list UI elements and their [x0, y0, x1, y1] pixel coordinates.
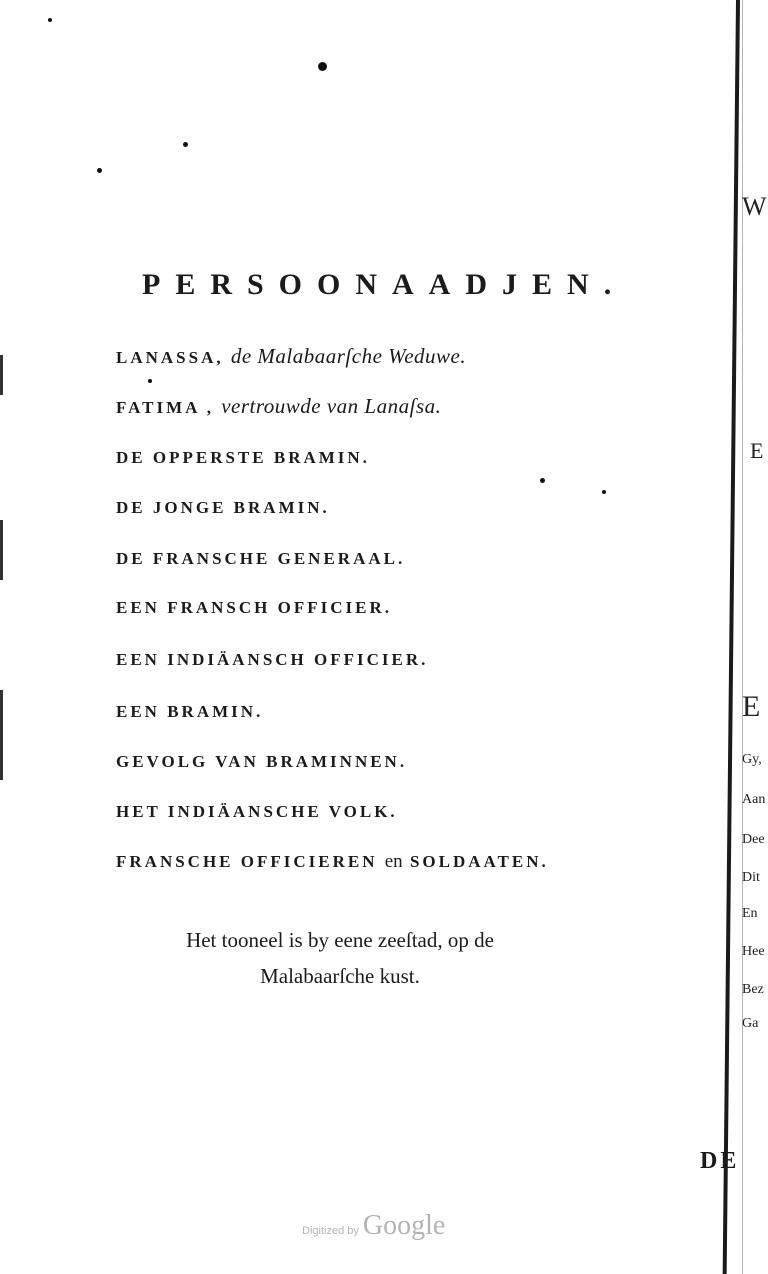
role-name-tail: SOLDAATEN.	[409, 852, 549, 871]
watermark-prefix: Digitized by	[302, 1225, 359, 1237]
facing-page-text: Hee	[742, 944, 765, 959]
role-name: EEN FRANSCH OFFICIER.	[116, 598, 392, 617]
role-item	[116, 394, 441, 419]
role-name: DE OPPERSTE BRAMIN.	[116, 448, 370, 467]
ink-speck	[602, 490, 606, 494]
role-name: GEVOLG VAN BRAMINNEN.	[116, 752, 408, 771]
page-edge-mark	[0, 520, 3, 580]
role-item	[116, 650, 428, 670]
facing-page-text: E	[742, 690, 761, 723]
google-logo-text: Google	[362, 1210, 446, 1241]
role-description: vertrouwde van Lanaſsa.	[221, 394, 442, 418]
role-connector: en	[384, 851, 403, 872]
role-item	[116, 344, 466, 369]
facing-page-text: Gy,	[742, 752, 762, 767]
role-item	[116, 598, 392, 618]
facing-page-text: Bez	[742, 982, 764, 997]
page-edge-mark	[0, 355, 3, 395]
binding-gutter	[723, 0, 740, 1274]
role-item	[116, 498, 330, 518]
role-name: FRANSCHE OFFICIEREN	[116, 852, 378, 871]
ink-speck	[97, 168, 102, 173]
facing-page-text: En	[742, 906, 758, 921]
ink-speck	[148, 379, 152, 383]
ink-speck	[540, 478, 545, 483]
role-name: FATIMA ,	[116, 398, 214, 417]
facing-page-text: Aan	[742, 792, 766, 807]
role-item	[116, 851, 549, 873]
role-item	[116, 702, 263, 722]
role-name: HET INDIÄANSCHE VOLK.	[116, 802, 398, 821]
digitization-watermark	[302, 1210, 445, 1242]
setting-note-line: Malabaarſche kust.	[260, 964, 420, 988]
role-item	[116, 802, 398, 822]
setting-note	[160, 922, 520, 994]
page-title: PERSOONAADJEN.	[142, 268, 627, 301]
role-item	[116, 549, 405, 569]
catchword: DE	[700, 1148, 740, 1174]
role-name: EEN INDIÄANSCH OFFICIER.	[116, 650, 429, 669]
role-name: DE FRANSCHE GENERAAL.	[116, 549, 406, 568]
role-name: DE JONGE BRAMIN.	[116, 498, 330, 517]
role-item	[116, 752, 407, 772]
facing-page-text: Ga	[742, 1016, 759, 1031]
role-name: EEN BRAMIN.	[116, 702, 264, 721]
role-item	[116, 448, 370, 468]
facing-page-text: W	[742, 192, 767, 221]
role-description: de Malabaarſche Weduwe.	[230, 344, 467, 368]
facing-page-text: Dit	[742, 870, 760, 885]
facing-page-text: E	[750, 438, 764, 463]
ink-speck	[48, 18, 52, 22]
setting-note-line: Het tooneel is by eene zeeſtad, op de	[186, 928, 494, 952]
page-edge-mark	[0, 690, 3, 780]
facing-page-text: Dee	[742, 832, 765, 847]
ink-speck	[318, 62, 327, 71]
role-name: LANASSA,	[116, 348, 224, 367]
ink-speck	[183, 142, 188, 147]
